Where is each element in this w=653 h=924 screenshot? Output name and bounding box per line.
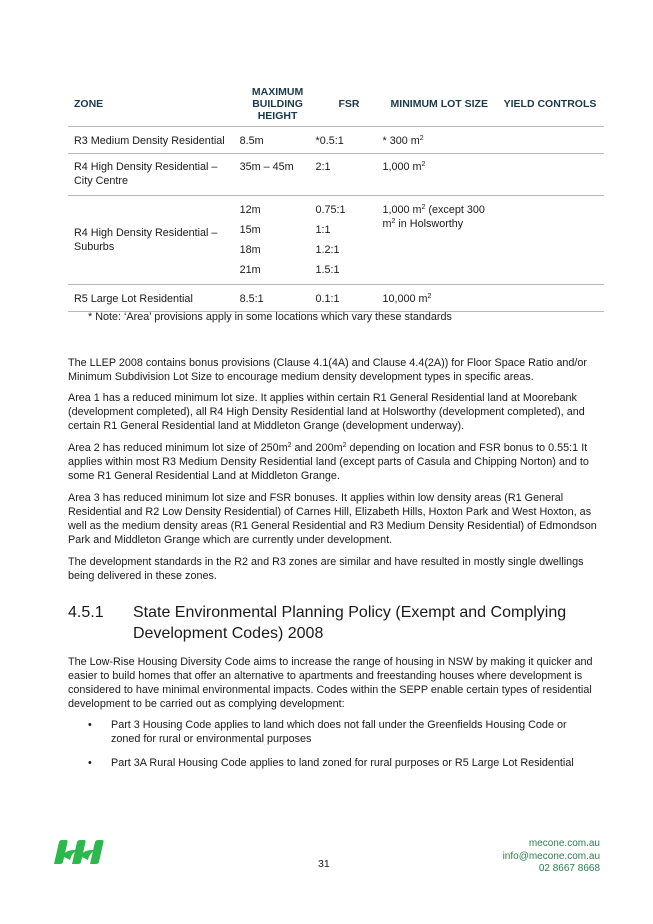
cell-fsr: 2:1 — [316, 154, 383, 196]
paragraph-section-intro: The Low-Rise Housing Diversity Code aims to increase the range of housing in NSW by making it quicker and easier to build homes that offer an alternative to apartments and freestanding houses where development is considered to have minimal environmental impacts. Codes within the SEPP enable certain types of residential development to be carried out as complying development: — [68, 656, 593, 710]
paragraph-r2-r3: The development standards in the R2 and R3 zones are similar and have resulted in mostly single dwellings being delivered in these zones. — [68, 556, 584, 582]
cell-zone: R4 High Density Residential – Suburbs — [68, 196, 240, 285]
table-row — [68, 196, 604, 285]
table-row — [68, 285, 604, 312]
paragraph-area-1: Area 1 has a reduced minimum lot size. It applies within certain R1 General Residential land at Moorebank (development completed), all R4 High Density Residential land at Holsworthy (development completed), and certain R1 General Residential land at Middleton Grange (development underway). — [68, 392, 585, 432]
paragraph-area-2: Area 2 has reduced minimum lot size of $250m^2$ and $200m^2$ depending on location and FSR bonus to 0.55:1 It applies within most R3 Medium Density Residential land (except parts of Casula and Chipping Norton) and to some R1 General Residential Land at Middleton Grange. — [68, 442, 589, 482]
list-item-text: Part 3 Housing Code applies to land which does not fall under the Greenfields Housing Code or zoned for rural or environmental purposes — [111, 719, 567, 745]
table-row — [68, 154, 604, 196]
height-value: 15m — [239, 224, 261, 236]
cell-fsrs — [316, 196, 383, 285]
height-value: 21m — [239, 264, 261, 276]
cell-yield — [496, 127, 604, 154]
contact-block — [503, 838, 600, 876]
website-text: mecone.com.au — [528, 838, 600, 849]
cell-yield — [496, 196, 604, 285]
table-row — [68, 127, 604, 154]
fsr-value: 1.5:1 — [315, 264, 340, 276]
cell-height: 8.5:1 — [240, 285, 316, 312]
fsr-value: 0.75:1 — [315, 204, 346, 216]
section-number: 4.5.1 — [68, 604, 104, 621]
cell-zone: R3 Medium Density Residential — [68, 127, 240, 154]
email-text: info@mecone.com.au — [502, 850, 600, 862]
cell-height: 8.5m — [240, 127, 316, 154]
page-number: 31 — [318, 858, 330, 870]
cell-zone: R5 Large Lot Residential — [68, 285, 240, 312]
height-value: 18m — [239, 244, 261, 256]
cell-yield — [496, 285, 604, 312]
section-title: State Environmental Planning Policy (Exempt and Complying Development Codes) 2008 — [133, 604, 567, 642]
cell-fsr: 0.1:1 — [316, 285, 383, 312]
header-min-lot-size: MINIMUM LOT SIZE — [383, 82, 497, 127]
header-max-height: MAXIMUM BUILDING HEIGHT — [240, 82, 316, 127]
header-yield-controls: YIELD CONTROLS — [496, 82, 604, 127]
table-note: * Note: ‘Area’ provisions apply in some locations which vary these standards — [88, 311, 452, 323]
cell-fsr: *0.5:1 — [316, 127, 383, 154]
cell-lot-size: * 300 $m^2$ — [383, 127, 497, 154]
cell-height: 35m – 45m — [240, 154, 316, 196]
cell-lot-size: 1,000 $m^2$ — [383, 154, 497, 196]
table-header-row — [68, 82, 604, 127]
fsr-value: 1:1 — [315, 224, 331, 236]
cell-yield — [496, 154, 604, 196]
height-value: 12m — [239, 204, 261, 216]
zone-standards-table — [68, 82, 604, 312]
mecone-logo — [52, 838, 110, 866]
fsr-value: 1.2:1 — [315, 244, 340, 256]
bullet-icon: • — [88, 719, 92, 731]
cell-heights — [240, 196, 316, 285]
paragraph-bonus-provisions: The LLEP 2008 contains bonus provisions (Clause 4.1(4A) and Clause 4.4(2A)) for Floor Space Ratio and/or Minimum Subdivision Lot Size to encourage medium density development types in specific areas. — [68, 357, 587, 383]
paragraph-area-3: Area 3 has reduced minimum lot size and FSR bonuses. It applies within low density areas (R1 General Residential and R2 Low Density Residential) of Carnes Hill, Elizabeth Hills, Hoxton Park and West Hoxton, as well as the medium density areas (R1 General Residential and R3 Medium Density Residential) of Edmondson Park and Middleton Grange which are currently under development. — [68, 492, 597, 546]
cell-zone: R4 High Density Residential – City Centre — [68, 154, 240, 196]
header-fsr: FSR — [316, 82, 383, 127]
bullet-icon: • — [88, 757, 92, 769]
phone-text: 02 8667 8668 — [538, 863, 600, 874]
cell-lot-size: 1,000 $m^2$ (except 300 $m^2$ in Holsworthy — [383, 196, 497, 285]
list-item-text: Part 3A Rural Housing Code applies to land zoned for rural purposes or R5 Large Lot Residential — [111, 757, 574, 769]
header-zone: ZONE — [68, 82, 240, 127]
cell-lot-size: 10,000 $m^2$ — [383, 285, 497, 312]
